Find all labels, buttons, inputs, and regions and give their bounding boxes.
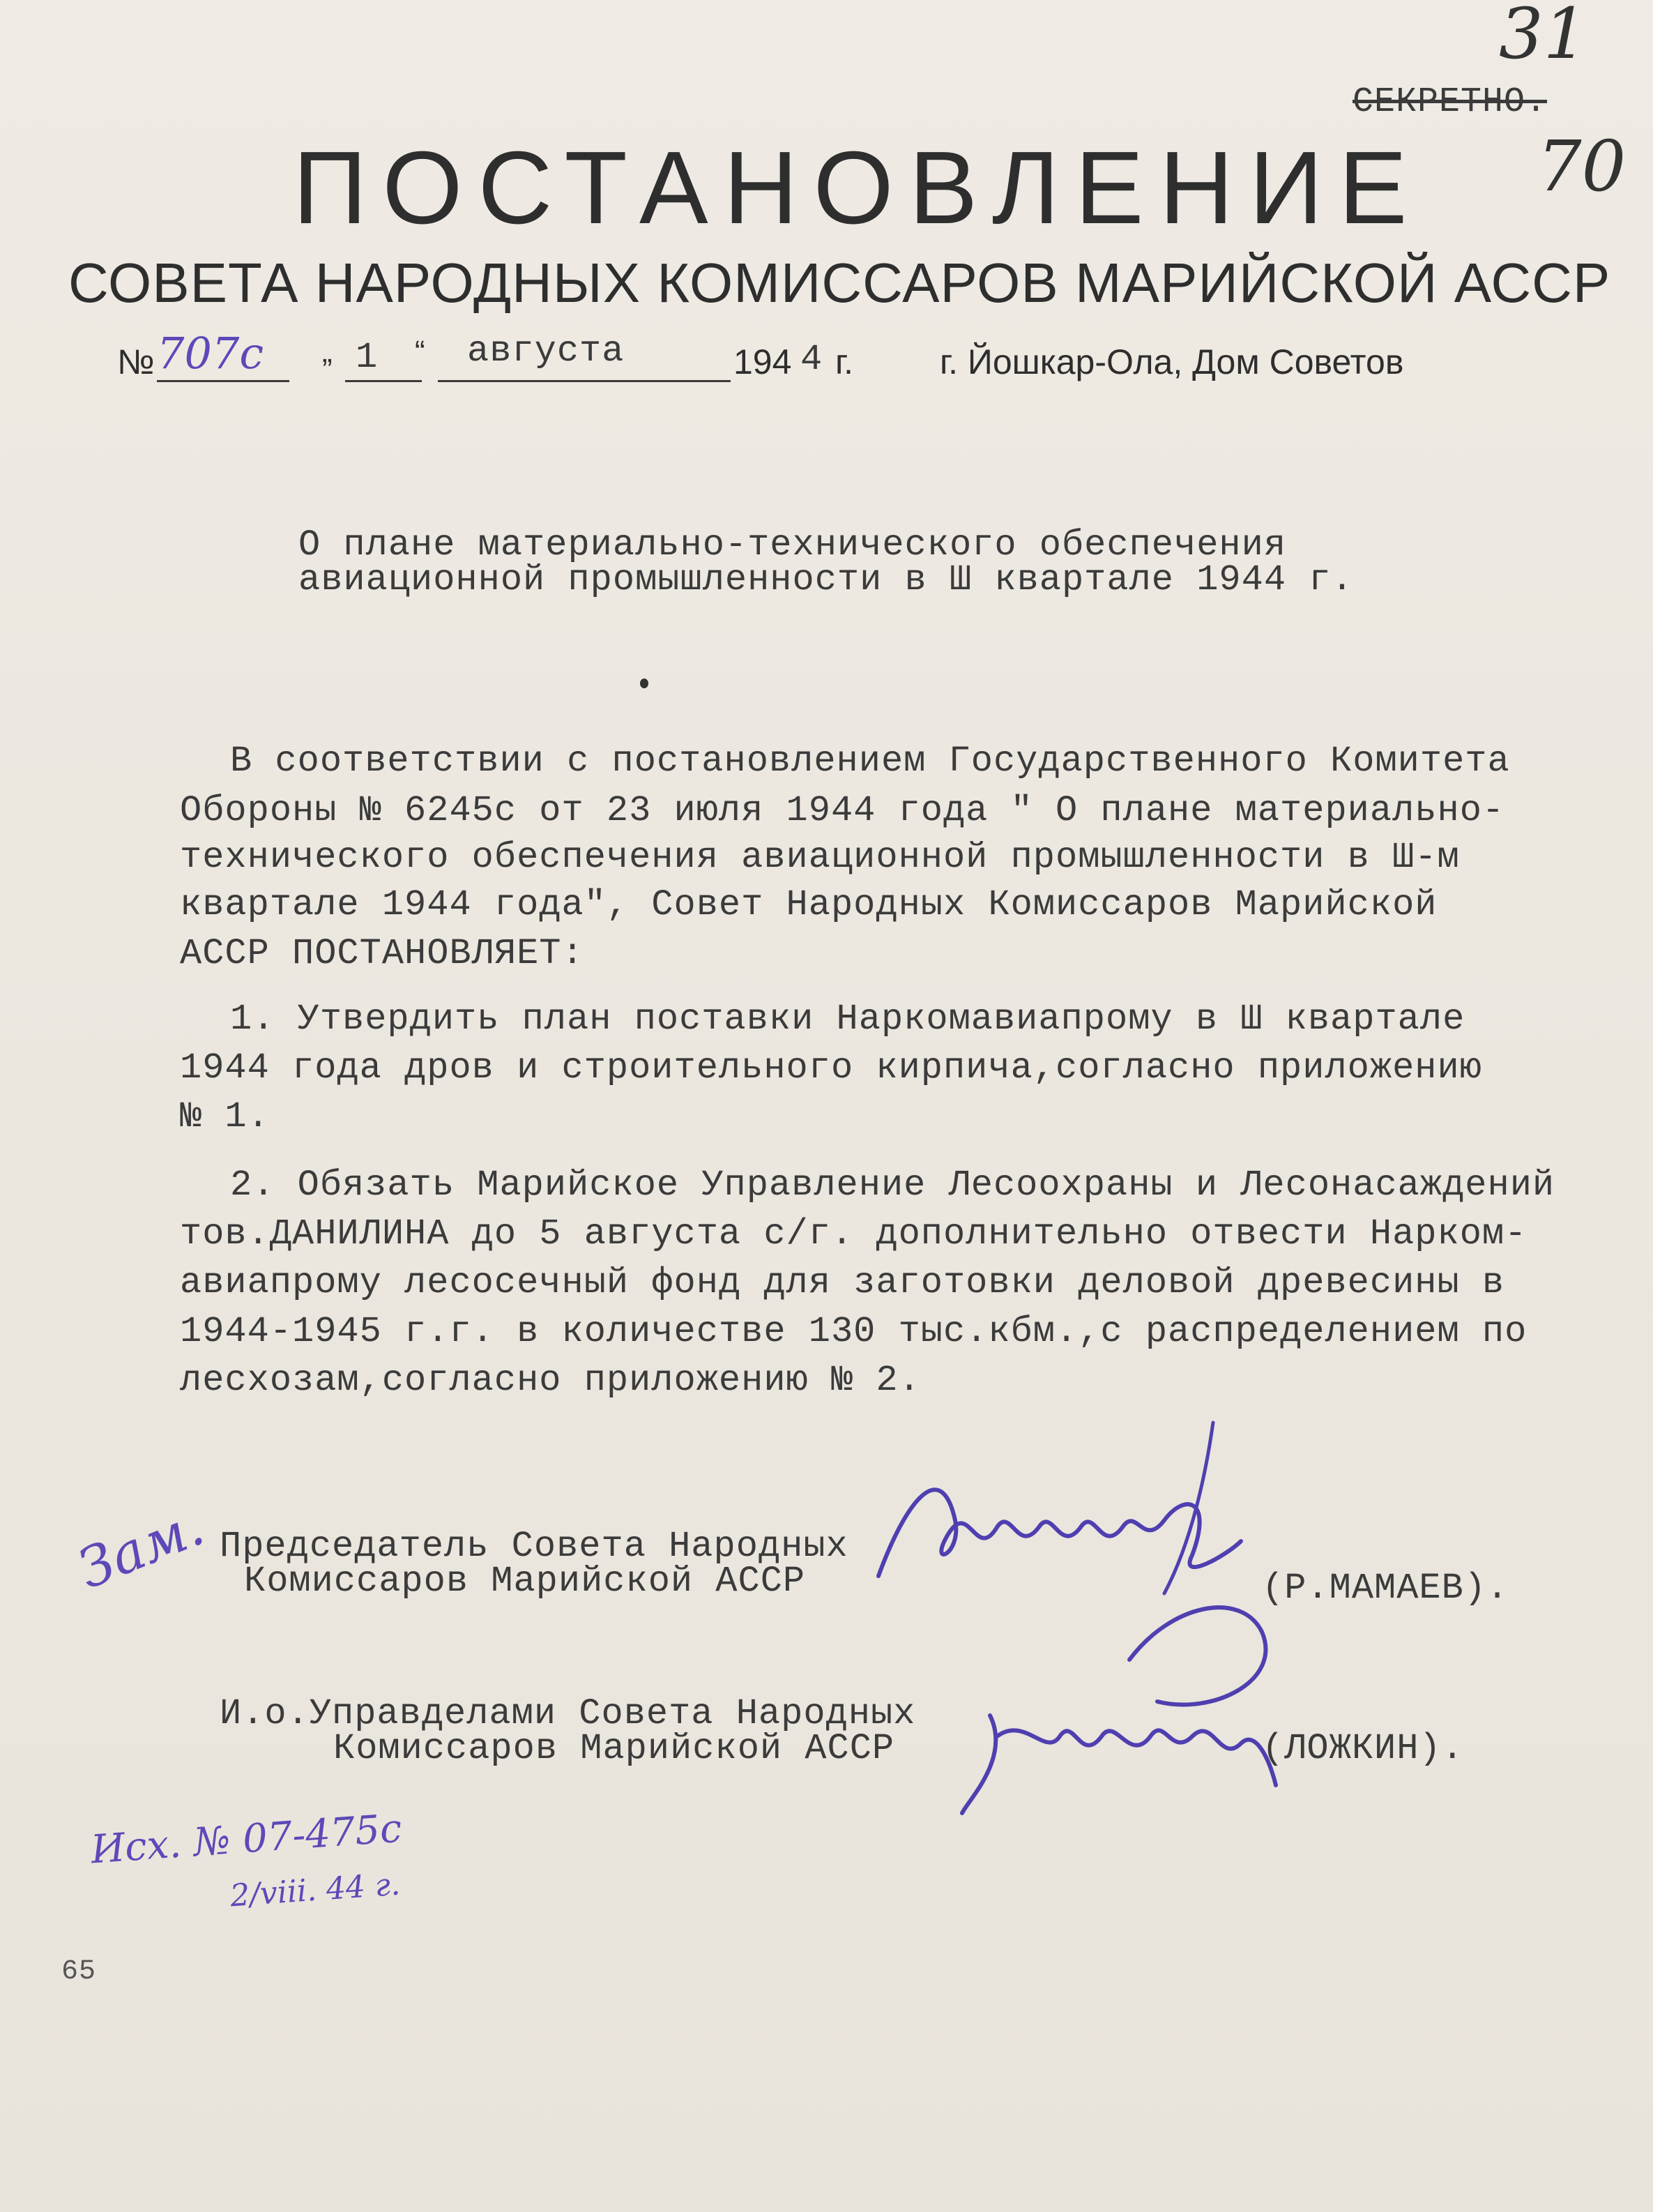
number-label: №: [117, 342, 155, 381]
intro-line: АССР ПОСТАНОВЛЯЕТ:: [180, 933, 584, 974]
date-year-prefix: 194: [733, 342, 792, 381]
intro-line: В соответствии с постановлением Государственного Комитета: [230, 741, 1510, 782]
handwritten-deputy-prefix: Зам.: [69, 1494, 213, 1602]
item-line: № 1.: [180, 1096, 270, 1137]
item-line: 1. Утвердить план поставки Наркомавиапрому в Ш квартале: [230, 999, 1465, 1040]
outgoing-number: Исх. № 07-475с: [89, 1805, 404, 1873]
item-line: 1944-1945 г.г. в количестве 130 тыс.кбм.,с распределением по: [180, 1311, 1528, 1352]
subject-line-2: авиационной промышленности в Ш квартале 1944 г.: [298, 559, 1354, 600]
item-line: 1944 года дров и строительного кирпича,согласно приложению: [180, 1047, 1482, 1089]
corner-number-bottom: 70: [1537, 126, 1627, 207]
item-line: авиапрому лесосечный фонд для заготовки деловой древесины в: [180, 1262, 1505, 1303]
outgoing-date: 2/viii. 44 г.: [229, 1866, 402, 1914]
admin-title-line-1: И.о.Управделами Совета Народных: [220, 1693, 916, 1734]
chair-title-line-2: Комиссаров Марийской АССР: [244, 1561, 806, 1602]
intro-line: технического обеспечения авиационной промышленности в Ш-м: [180, 837, 1460, 878]
item-line: 2. Обязать Марийское Управление Лесоохраны и Лесонасаждений: [230, 1165, 1555, 1206]
intro-line: Обороны № 6245с от 23 июля 1944 года " О плане материально-: [180, 790, 1505, 831]
chair-name: (Р.МАМАЕВ).: [1262, 1568, 1509, 1609]
item-line: лесхозам,согласно приложению № 2.: [180, 1360, 921, 1401]
margin-mark: 65: [61, 1956, 97, 1987]
place: г. Йошкар-Ола, Дом Советов: [940, 342, 1404, 381]
corner-number-top: 31: [1499, 0, 1588, 75]
document-title: ПОСТАНОВЛЕНИЕ: [293, 130, 1423, 245]
date-year-suffix: 4: [800, 339, 823, 380]
date-day: 1: [356, 337, 379, 378]
admin-name: (ЛОЖКИН).: [1262, 1728, 1464, 1769]
date-year-unit: г.: [835, 342, 854, 381]
subject-line-1: О плане материально-технического обеспечения: [298, 524, 1287, 566]
date-month: августа: [467, 331, 625, 372]
document-number: 707с: [157, 328, 264, 379]
admin-signature-image: [948, 1576, 1311, 1827]
secret-stamp: СЕКРЕТНО.: [1353, 82, 1548, 122]
ink-dot: [640, 679, 648, 688]
date-open-quote: „: [322, 335, 333, 369]
item-line: тов.ДАНИЛИНА до 5 августа с/г. дополнительно отвести Нарком-: [180, 1213, 1528, 1255]
intro-line: квартале 1944 года", Совет Народных Комиссаров Марийской: [180, 884, 1438, 925]
date-close-quote: “: [415, 335, 425, 369]
chair-signature-image: [864, 1416, 1255, 1597]
admin-title-line-2: Комиссаров Марийской АССР: [333, 1728, 895, 1769]
chair-title-line-1: Председатель Совета Народных: [220, 1526, 848, 1567]
document-subtitle: СОВЕТА НАРОДНЫХ КОМИССАРОВ МАРИЙСКОЙ АССР: [68, 252, 1611, 314]
